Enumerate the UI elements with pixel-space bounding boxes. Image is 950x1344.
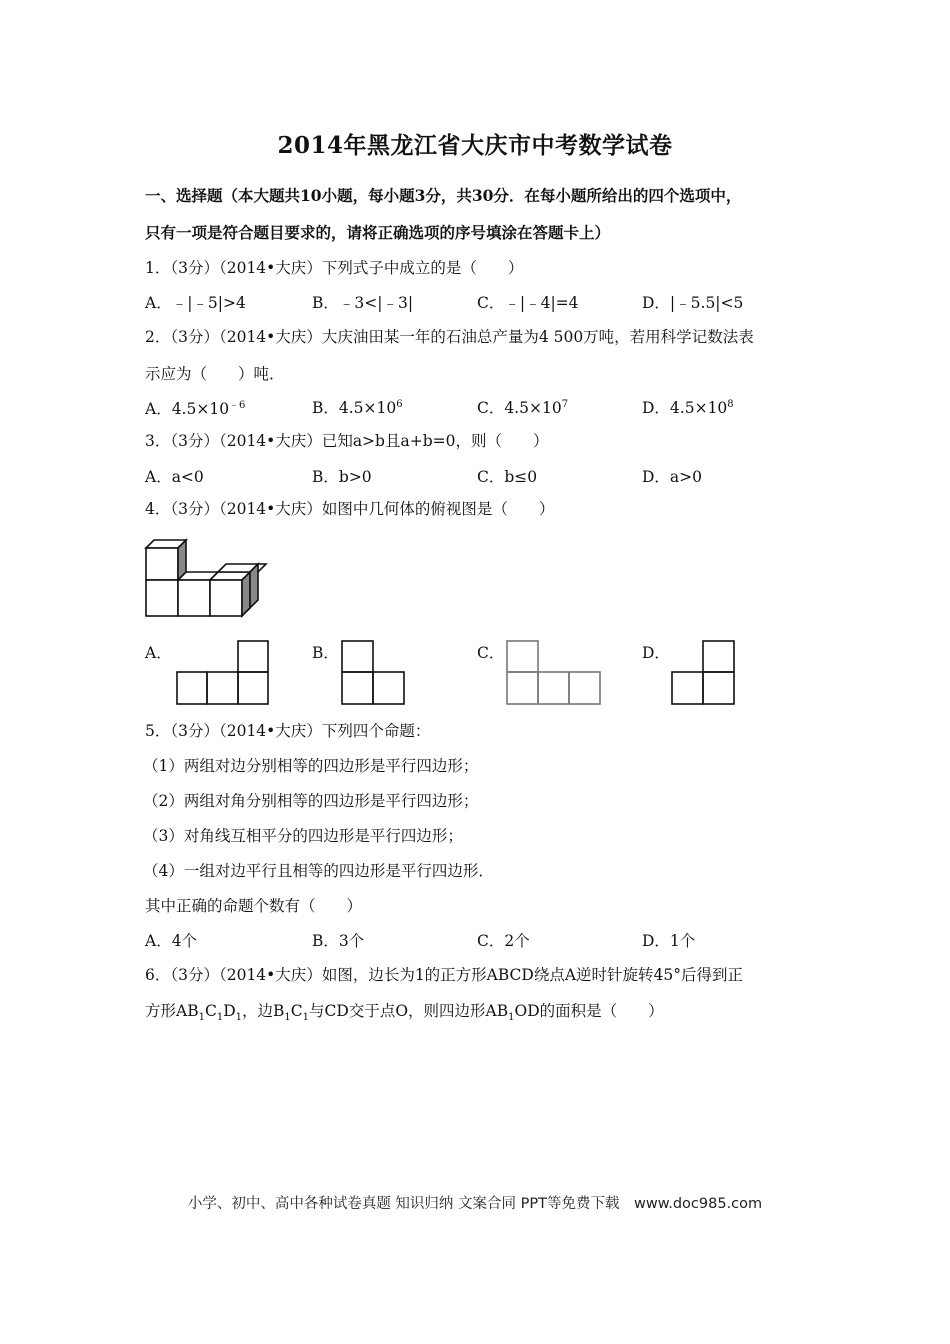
q3-stem: 3．（3分）（2014•大庆）已知a>b且a+b=0，则（ ）: [145, 432, 549, 450]
q6-text: 与CD交于点O，则四边形AB: [309, 1002, 509, 1020]
q6-text: D: [223, 1002, 236, 1020]
q4-option-b-figure: [341, 640, 407, 706]
q2-option-a: [145, 396, 245, 419]
q3-option-b: B．b>0: [312, 468, 372, 486]
q3-option-c: C．b≤0: [477, 468, 538, 486]
section-heading-line2: 只有一项是符合题目要求的，请将正确选项的序号填涂在答题卡上）: [145, 223, 611, 242]
q5-stem: 5．（3分）（2014•大庆）下列四个命题：: [145, 722, 431, 740]
q2-option-b-base: B．4.5×10: [312, 399, 397, 417]
q1-option-d: D．|﹣5.5|<5: [642, 294, 744, 312]
q2-option-d: [642, 396, 734, 418]
q1-option-c: C．﹣|﹣4|=4: [477, 294, 579, 312]
q2-option-b-exp: 6: [396, 398, 403, 410]
q5-item-3: （3）对角线互相平分的四边形是平行四边形；: [143, 827, 463, 845]
q6-text: ，边B: [242, 1002, 285, 1020]
q6-text: C: [290, 1002, 303, 1020]
q4-option-b-label: B．: [312, 644, 339, 662]
q4-option-d-figure: [671, 640, 737, 706]
footer-text: 小学、初中、高中各种试卷真题 知识归纳 文案合同 PPT等免费下载 www.doc985.com: [187, 1196, 763, 1212]
q6-subscript: 1: [198, 1012, 205, 1024]
q2-stem-line1: 2．（3分）（2014•大庆）大庆油田某一年的石油总产量为4 500万吨，若用科学记数法表: [145, 328, 754, 346]
q5-question: 其中正确的命题个数有（ ）: [145, 897, 363, 915]
q4-solid-figure: [142, 536, 272, 620]
q2-option-c-exp: 7: [561, 398, 569, 410]
cube-front-face: [146, 580, 178, 616]
q2-stem-line2: 示应为（ ）吨．: [145, 365, 285, 383]
q2-option-d-base: D．4.5×10: [642, 399, 728, 417]
q4-option-c-figure: [506, 640, 603, 706]
q4-option-a-figure: [176, 640, 271, 706]
q6-stem-line1: 6．（3分）（2014•大庆）如图，边长为1的正方形ABCD绕点A逆时针旋转45°后得到正: [145, 966, 744, 984]
q4-option-c-label: C．: [477, 644, 505, 662]
q6-text: 方形AB: [145, 1002, 199, 1020]
cube-side-face: [178, 540, 186, 580]
q5-item-1: （1）两组对边分别相等的四边形是平行四边形；: [143, 757, 479, 775]
q3-option-a: A．a<0: [145, 468, 204, 486]
q2-option-b: [312, 396, 403, 418]
q2-option-a-exp: ﹣6: [229, 400, 246, 411]
q6-text: C: [204, 1002, 217, 1020]
q6-subscript: 1: [302, 1012, 310, 1024]
q3-option-d: D．a>0: [642, 468, 703, 486]
q2-option-c: [477, 396, 568, 418]
q6-subscript: 1: [235, 1012, 243, 1024]
q2-option-d-exp: 8: [727, 398, 734, 410]
q5-option-a: A．4个: [145, 932, 198, 950]
page-title: 2014年黑龙江省大庆市中考数学试卷: [277, 132, 673, 159]
q4-option-d-label: D．: [642, 644, 670, 662]
cube-front-face: [210, 580, 242, 616]
q1-stem: 1．（3分）（2014•大庆）下列式子中成立的是（ ）: [145, 259, 524, 277]
q5-item-2: （2）两组对角分别相等的四边形是平行四边形；: [143, 792, 479, 810]
q2-option-a-base: A．4.5×10: [145, 400, 230, 419]
q2-option-c-base: C．4.5×10: [477, 399, 562, 417]
cube-front-face: [178, 580, 210, 616]
q5-option-d: D．1个: [642, 932, 696, 950]
q6-subscript: 1: [284, 1012, 291, 1024]
cube-side-face: [242, 572, 250, 616]
q4-stem: 4．（3分）（2014•大庆）如图中几何体的俯视图是（ ）: [145, 500, 555, 518]
q6-stem-line2: [145, 999, 664, 1023]
q4-option-a-label: A．: [145, 644, 172, 662]
q5-option-c: C．2个: [477, 932, 530, 950]
q1-option-a: A．﹣|﹣5|>4: [145, 294, 246, 312]
q5-option-b: B．3个: [312, 932, 365, 950]
cube-front-face: [146, 548, 178, 580]
q6-text: OD的面积是（ ）: [514, 1002, 664, 1020]
section-heading-line1: 一、选择题（本大题共10小题，每小题3分，共30分．在每小题所给出的四个选项中，: [145, 186, 742, 205]
q6-subscript: 1: [216, 1012, 224, 1024]
q5-item-4: （4）一组对边平行且相等的四边形是平行四边形．: [143, 862, 494, 880]
q6-subscript: 1: [508, 1012, 515, 1024]
cube-side-face: [250, 564, 258, 608]
q1-option-b: B．﹣3<|﹣3|: [312, 294, 414, 312]
